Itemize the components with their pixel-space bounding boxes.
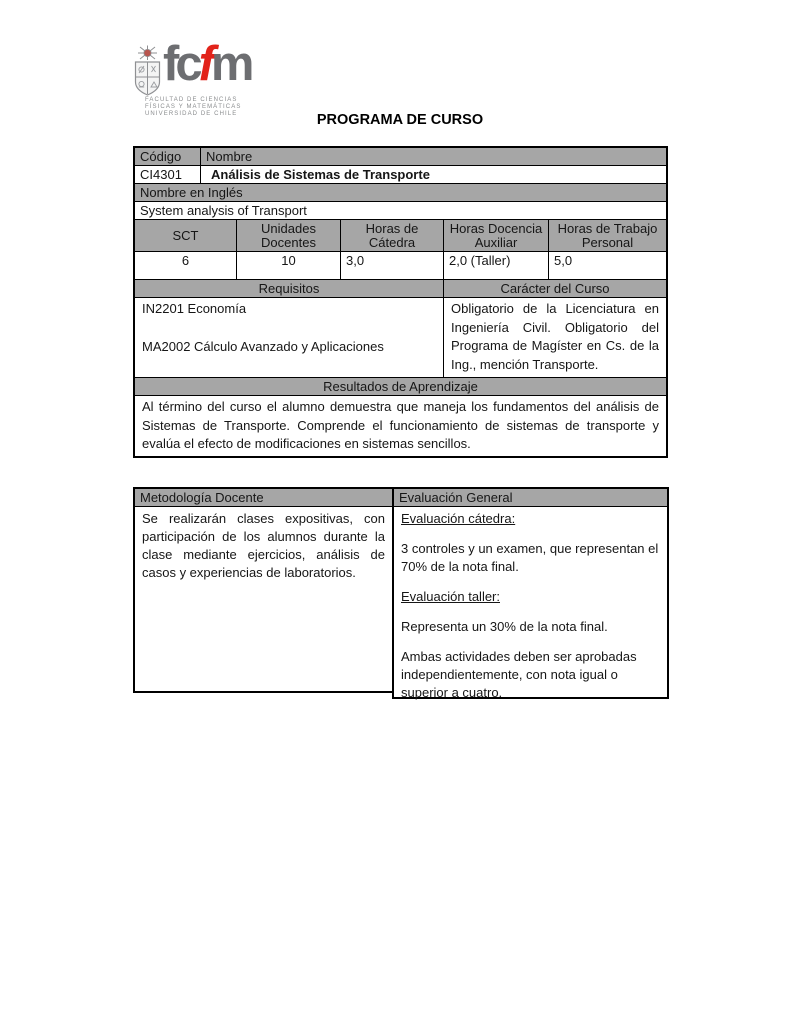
sct-header: SCT [135,220,236,251]
fcfm-wordmark [163,37,251,91]
resultados-aprendizaje-header: Resultados de Aprendizaje [135,378,666,395]
evaluacion-nota-text: Ambas actividades deben ser aprobadas independientemente, con nota igual o superior a cuatro. [401,649,637,700]
wordmark-suffix: m [210,37,251,91]
codigo-nombre-header-row [135,148,666,165]
nombre-ingles-value: System analysis of Transport [140,203,307,218]
wordmark-prefix: fc [163,37,199,91]
unidades-docentes-value: 10 [236,252,340,279]
caracter-curso-value: Obligatorio de la Licenciatura en Ingeniería Civil. Obligatorio del Programa de Magíster en Cs. de la Ing., mención Transporte. [443,298,666,377]
nombre-ingles-header: Nombre en Inglés [135,184,666,201]
evaluacion-general-panel [392,487,669,699]
nombre-ingles-header-row [135,183,666,201]
horas-catedra-header: Horas de Cátedra [340,220,443,251]
evaluacion-taller-text: Representa un 30% de la nota final. [401,619,608,634]
horas-trabajo-personal-header: Horas de Trabajo Personal [548,220,666,251]
nombre-value: Análisis de Sistemas de Transporte [200,166,666,183]
caracter-curso-header: Carácter del Curso [443,280,666,297]
evaluacion-general-body [394,507,667,717]
requisito-line: MA2002 Cálculo Avanzado y Aplicaciones [142,338,384,354]
horas-catedra-value: 3,0 [340,252,443,279]
unidades-docentes-header: Unidades Docentes [236,220,340,251]
logo-caption-line: FÍSICAS Y MATEMÁTICAS [145,104,242,110]
evaluacion-taller-heading: Evaluación taller: [401,589,500,604]
resultados-body-row [135,395,666,456]
requisitos-body-row [135,297,666,377]
requisitos-header-row [135,279,666,297]
horas-docencia-auxiliar-value: 2,0 (Taller) [443,252,548,279]
metodologia-docente-header: Metodología Docente [135,489,392,507]
logo-caption-line: FACULTAD DE CIENCIAS [145,97,238,103]
codigo-value: CI4301 [140,167,182,182]
nombre-header: Nombre [200,148,666,165]
sct-value: 6 [181,253,190,268]
metodologia-docente-panel [133,487,394,693]
requisitos-header: Requisitos [135,280,443,297]
evaluacion-general-header: Evaluación General [394,489,667,507]
metodologia-docente-text: Se realizarán clases expositivas, con participación de los alumnos durante la clase mediante ejercicios, análisis de casos y experiencias de laboratorios. [142,511,385,580]
resultados-header-row [135,377,666,395]
credits-value-row [135,251,666,279]
evaluacion-catedra-heading: Evaluación cátedra: [401,511,516,526]
fcfm-logo [132,37,272,117]
evaluacion-catedra-text: 3 controles y un examen, que representan el 70% de la nota final. [401,541,659,574]
university-crest-icon [133,45,162,97]
credits-header-row [135,219,666,251]
nombre-ingles-value-row [135,201,666,219]
logo-caption-line: UNIVERSIDAD DE CHILE [145,111,238,117]
resultados-aprendizaje-text: Al término del curso el alumno demuestra que maneja los fundamentos del análisis de Sistemas de Transporte. Comprende el funcionamiento de sistemas de transporte y evalúa el efecto de modificaciones en sistemas sencillos. [142,399,659,451]
page-title: PROGRAMA DE CURSO [316,112,484,128]
requisito-line: IN2201 Economía [142,301,247,316]
course-info-table [133,146,668,458]
requisitos-value [135,298,443,377]
codigo-header: Código [135,148,200,165]
codigo-nombre-value-row [135,165,666,183]
horas-trabajo-personal-value: 5,0 [548,252,666,279]
horas-docencia-auxiliar-header: Horas Docencia Auxiliar [443,220,548,251]
wordmark-accent-f: f [198,37,211,91]
